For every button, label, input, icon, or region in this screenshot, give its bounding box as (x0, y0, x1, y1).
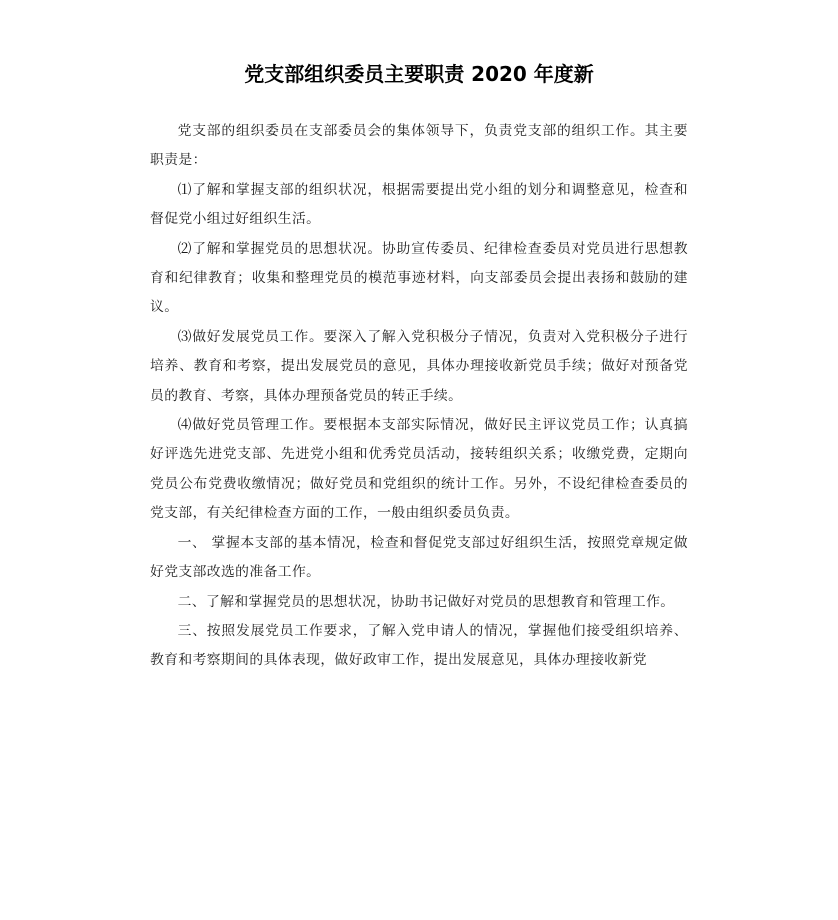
document-body (150, 117, 688, 676)
paragraph-duty-1: ⑴了解和掌握支部的组织状况，根据需要提出党小组的划分和调整意见，检查和督促党小组过好组织生活。 (150, 181, 688, 228)
document-title: 党支部组织委员主要职责 2020 年度新 (244, 62, 594, 86)
paragraph-duty-4: ⑷做好党员管理工作。要根据本支部实际情况，做好民主评议党员工作；认真搞好评选先进党支部、先进党小组和优秀党员活动，接转组织关系；收缴党费，定期向党员公布党费收缴情况；做好党员和党组织的统计工作。另外，不设纪律检查委员的党支部，有关纪律检查方面的工作，一般由组织委员负责。 (150, 417, 688, 522)
paragraph-item-one: 一、 掌握本支部的基本情况，检查和督促党支部过好组织生活，按照党章规定做好党支部改选的准备工作。 (150, 534, 688, 581)
paragraph-item-three: 三、按照发展党员工作要求，了解入党申请人的情况，掌握他们接受组织培养、教育和考察期间的具体表现，做好政审工作，提出发展意见，具体办理接收新党 (150, 622, 688, 669)
paragraph-duty-2: ⑵了解和掌握党员的思想状况。协助宣传委员、纪律检查委员对党员进行思想教育和纪律教育；收集和整理党员的模范事迹材料，向支部委员会提出表扬和鼓励的建议。 (150, 240, 688, 316)
paragraph-duty-3: ⑶做好发展党员工作。要深入了解入党积极分子情况，负责对入党积极分子进行培养、教育和考察，提出发展党员的意见，具体办理接收新党员手续；做好对预备党员的教育、考察，具体办理预备党员的转正手续。 (150, 328, 688, 404)
paragraph-item-two: 二、了解和掌握党员的思想状况，协助书记做好对党员的思想教育和管理工作。 (177, 593, 675, 610)
paragraph-intro: 党支部的组织委员在支部委员会的集体领导下，负责党支部的组织工作。其主要职责是： (150, 123, 688, 169)
